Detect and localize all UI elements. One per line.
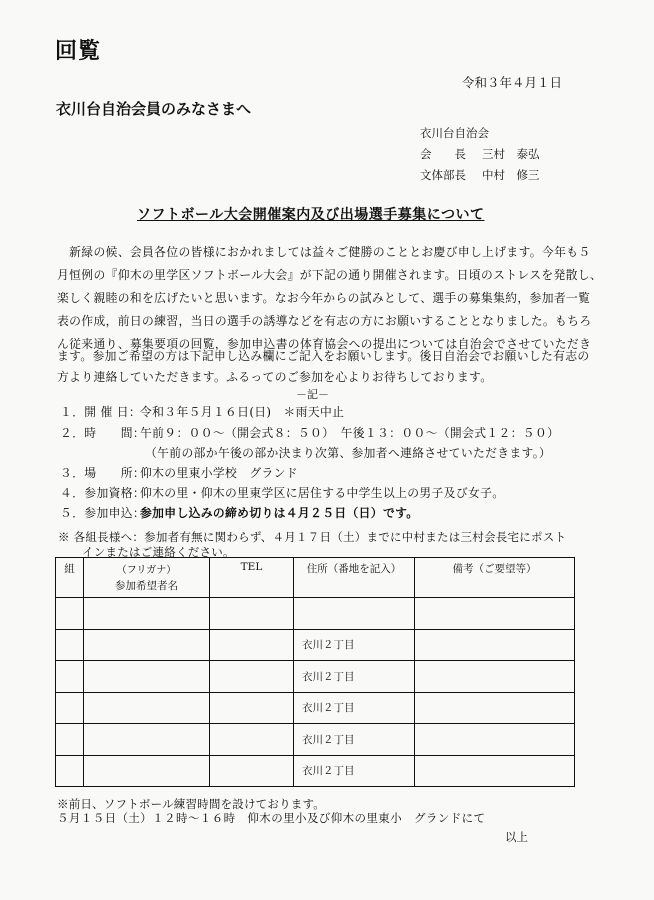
sender-sports-director xyxy=(420,167,540,183)
cell-address[interactable]: 衣川２丁目 xyxy=(294,724,415,756)
body-line: 表の作成，前日の練習，当日の選手の誘導などを有志の方にお願いすることとなりました。もちろ xyxy=(57,314,592,328)
circulation-label: 回覧 xyxy=(55,39,102,64)
table-row xyxy=(56,661,575,693)
footer-note: ※前日、ソフトボール練習時間を設けております。 xyxy=(57,797,325,811)
practice-schedule: ５月１５日（土）１２時～１６時 仰木の里小及び仰木の里東小 グランドにて xyxy=(57,811,486,825)
table-header-row xyxy=(56,558,575,598)
cell-notes[interactable] xyxy=(415,724,575,756)
item-label: ３．場 所： xyxy=(60,466,146,480)
cell-tel[interactable] xyxy=(210,661,294,693)
cell-tel[interactable] xyxy=(210,598,294,630)
item-date xyxy=(60,403,344,420)
table-row xyxy=(56,598,575,630)
cell-tel[interactable] xyxy=(210,692,294,724)
cell-name[interactable] xyxy=(84,661,210,693)
group-leader-note-cont: インまたはご連絡ください。 xyxy=(82,545,235,559)
item-label: ４．参加資格： xyxy=(60,486,146,500)
header-name xyxy=(84,558,210,598)
group-leader-note: ※ 各組長様へ：参加者有無に関わらず、４月１７日（土）までに中村または三村会長宅にポスト xyxy=(58,530,567,544)
cell-group[interactable] xyxy=(56,598,84,630)
sender-role: 会 長 xyxy=(420,147,466,161)
header-notes: 備考（ご要望等） xyxy=(415,558,575,598)
cell-notes[interactable] xyxy=(415,755,575,787)
item-place xyxy=(60,464,298,481)
item-eligibility xyxy=(60,484,504,501)
item-value: 仰木の里東小学校 グランド xyxy=(140,466,298,480)
header-group: 組 xyxy=(56,558,84,598)
table-row xyxy=(56,724,575,756)
table-row xyxy=(56,629,575,661)
cell-address[interactable]: 衣川２丁目 xyxy=(294,629,415,661)
cell-address[interactable]: 衣川２丁目 xyxy=(294,755,415,787)
ki-mark: －記－ xyxy=(296,388,329,401)
cell-group[interactable] xyxy=(56,661,84,693)
cell-notes[interactable] xyxy=(415,629,575,661)
cell-name[interactable] xyxy=(84,692,210,724)
cell-name[interactable] xyxy=(84,598,210,630)
header-name-label: 参加希望者名 xyxy=(115,580,178,592)
closing: 以上 xyxy=(505,830,528,844)
sender-name: 三村 泰弘 xyxy=(482,147,540,161)
item-value: 仰木の里・仰木の里東学区に居住する中学生以上の男子及び女子。 xyxy=(140,486,505,500)
cell-notes[interactable] xyxy=(415,661,575,693)
header-tel: TEL xyxy=(210,558,294,598)
cell-address[interactable]: 衣川２丁目 xyxy=(294,692,415,724)
cell-name[interactable] xyxy=(84,629,210,661)
item-time xyxy=(60,424,559,441)
body-line: ん従来通り、募集要項の回覧，参加申込書の体育協会への提出については自治会でさせていただき xyxy=(57,337,592,351)
item-value: 参加申し込みの締め切りは４月２５日（日）です。 xyxy=(140,506,419,520)
cell-group[interactable] xyxy=(56,692,84,724)
sender-chairman xyxy=(420,146,540,162)
body-line: 月恒例の『仰木の里学区ソフトボール大会』が下記の通り開催されます。日頃のストレスを発散し、 xyxy=(57,268,603,282)
cell-tel[interactable] xyxy=(210,629,294,661)
sender-name: 中村 修三 xyxy=(482,168,540,182)
cell-notes[interactable] xyxy=(415,692,575,724)
header-address: 住所（番地を記入） xyxy=(294,558,415,598)
item-value: 午前９：００～（開会式８：５０） 午後１３：００～（開会式１２：５０） xyxy=(140,426,560,440)
cell-name[interactable] xyxy=(84,755,210,787)
body-line: 新緑の候、会員各位の皆様におかれましては益々ご健勝のこととお慶び申し上げます。今年も５ xyxy=(57,245,591,259)
body-line: 方より連絡していただきます。ふるってのご参加を心よりお待ちしております。 xyxy=(57,370,493,384)
document-title: ソフトボール大会開催案内及び出場選手募集について xyxy=(137,207,485,223)
cell-group[interactable] xyxy=(56,755,84,787)
cell-name[interactable] xyxy=(84,724,210,756)
item-label: ５．参加申込： xyxy=(60,506,146,520)
cell-address[interactable] xyxy=(294,598,415,630)
table-row xyxy=(56,755,575,787)
table-row xyxy=(56,692,575,724)
cell-group[interactable] xyxy=(56,724,84,756)
cell-group[interactable] xyxy=(56,629,84,661)
item-label: ２．時 間： xyxy=(60,426,146,440)
issue-date: 令和３年４月１日 xyxy=(462,75,563,90)
item-time-note: （午前の部か午後の部か決まり次第、参加者へ連絡させていただきます。） xyxy=(145,446,552,460)
header-furigana: （フリガナ） xyxy=(116,565,177,576)
item-application xyxy=(60,504,418,521)
entry-table xyxy=(55,557,575,787)
cell-tel[interactable] xyxy=(210,724,294,756)
body-line: 楽しく親睦の和を広げたいと思います。なお今年からの試みとして、選手の募集集約，参加者一覧 xyxy=(57,291,591,305)
item-label: １．開 催 日： xyxy=(60,405,142,419)
cell-notes[interactable] xyxy=(415,598,575,630)
body-line: ます。参加ご希望の方は下記申し込み欄にご記入をお願いします。後日自治会でお願いした有志の xyxy=(57,349,590,363)
recipient-heading: 衣川台自治会員のみなさまへ xyxy=(56,100,252,118)
sender-org: 衣川台自治会 xyxy=(420,126,489,140)
item-value: 令和３年５月１６日(日) ＊雨天中止 xyxy=(140,405,345,419)
cell-address[interactable]: 衣川２丁目 xyxy=(294,661,415,693)
sender-role: 文体部長 xyxy=(420,168,466,182)
cell-tel[interactable] xyxy=(210,755,294,787)
